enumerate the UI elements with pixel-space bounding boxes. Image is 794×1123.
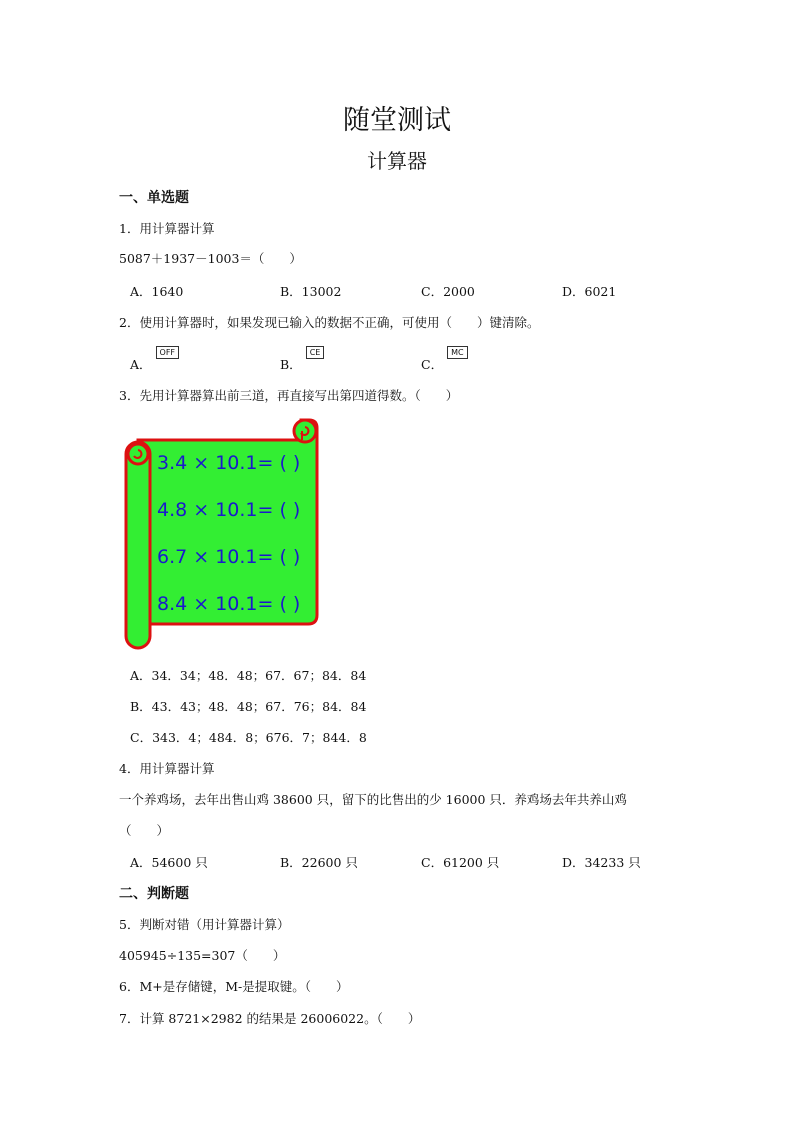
scroll-line-1: 3.4 × 10.1= ( ) xyxy=(157,452,301,474)
question-3-option-b[interactable]: B．43．43；48．48；67．76；84．84 xyxy=(130,699,367,714)
question-3-option-a[interactable]: A．34．34；48．48；67．67；84．84 xyxy=(130,668,367,683)
ce-key-icon: CE xyxy=(306,346,325,359)
question-1-option-c[interactable]: C．2000 xyxy=(421,284,475,299)
page-title: 随堂测试 xyxy=(343,105,451,136)
question-4-option-a[interactable]: A．54600 只 xyxy=(130,855,208,870)
question-1-option-a[interactable]: A．1640 xyxy=(130,284,184,299)
question-3-option-c[interactable]: C．343．4；484．8；676．7；844．8 xyxy=(130,730,367,745)
question-5-expression: 405945÷135=307（ ） xyxy=(119,948,286,963)
scroll-illustration xyxy=(120,416,325,652)
question-1-stem: 1．用计算器计算 xyxy=(119,221,215,236)
question-2-option-b[interactable] xyxy=(280,348,324,373)
mc-key-icon: MC xyxy=(447,346,468,359)
question-4-option-b[interactable]: B．22600 只 xyxy=(280,855,358,870)
scroll-top-roll xyxy=(294,420,316,442)
section-heading-single-choice: 一、单选题 xyxy=(119,190,189,206)
question-1-option-d[interactable]: D．6021 xyxy=(562,284,617,299)
question-4-stem: 4．用计算器计算 xyxy=(119,761,215,776)
scroll-left-roll xyxy=(126,442,150,648)
option-label: C． xyxy=(421,357,444,372)
question-5-stem: 5．判断对错（用计算器计算） xyxy=(119,917,290,932)
question-2-option-a[interactable] xyxy=(130,348,179,373)
question-2-stem: 2．使用计算器时，如果发现已输入的数据不正确，可使用（ ）键清除。 xyxy=(119,315,540,330)
option-label: A． xyxy=(130,357,152,372)
option-label: B． xyxy=(280,357,302,372)
question-7-stem: 7．计算 8721×2982 的结果是 26006022。（ ） xyxy=(119,1011,421,1026)
section-heading-true-false: 二、判断题 xyxy=(119,886,189,902)
question-1-expression: 5087＋1937－1003＝（ ） xyxy=(119,251,302,266)
question-4-text: 一个养鸡场，去年出售山鸡 38600 只，留下的比售出的少 16000 只．养鸡场去年共养山鸡 xyxy=(119,792,627,807)
question-2-option-c[interactable] xyxy=(421,348,468,373)
off-key-icon: OFF xyxy=(156,346,180,359)
question-6-stem: 6．M+是存储键，M-是提取键。（ ） xyxy=(119,979,349,994)
scroll-line-2: 4.8 × 10.1= ( ) xyxy=(157,499,301,521)
question-1-option-b[interactable]: B．13002 xyxy=(280,284,342,299)
question-3-stem: 3．先用计算器算出前三道，再直接写出第四道得数。（ ） xyxy=(119,388,459,403)
question-4-option-d[interactable]: D．34233 只 xyxy=(562,855,641,870)
question-4-option-c[interactable]: C．61200 只 xyxy=(421,855,500,870)
scroll-line-4: 8.4 × 10.1= ( ) xyxy=(157,593,301,615)
question-4-blank: （ ） xyxy=(119,823,170,838)
scroll-line-3: 6.7 × 10.1= ( ) xyxy=(157,546,301,568)
page-subtitle: 计算器 xyxy=(367,149,427,173)
